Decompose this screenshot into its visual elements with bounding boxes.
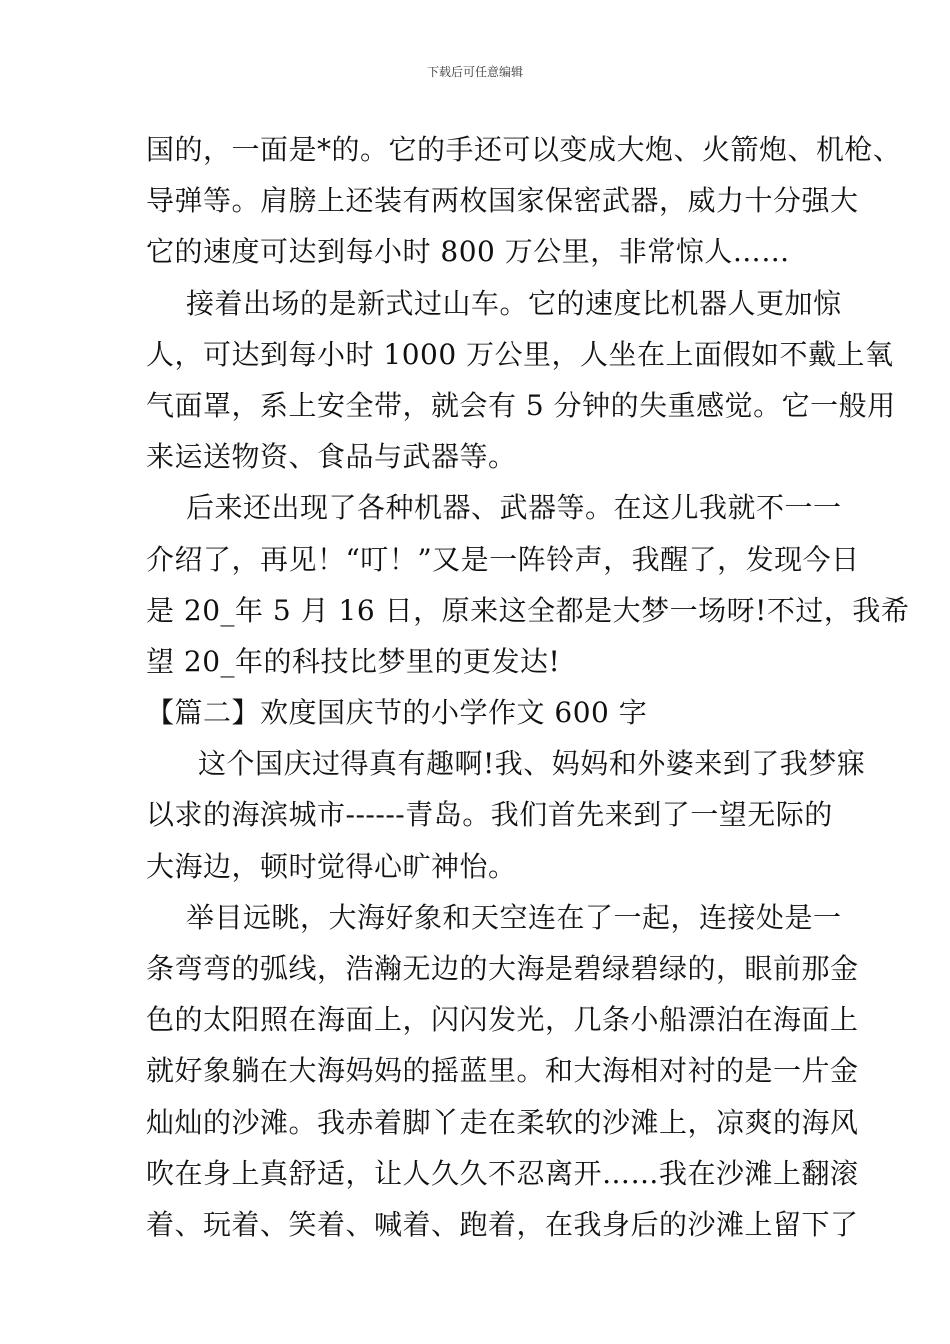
paragraph-start-line: 这个国庆过得真有趣啊!我、妈妈和外婆来到了我梦寐: [198, 747, 866, 781]
text-line: 国的，一面是*的。它的手还可以变成大炮、火箭炮、机枪、: [146, 133, 902, 166]
text-line: 色的太阳照在海面上，闪闪发光，几条小船漂泊在海面上: [146, 1003, 859, 1037]
page-header: 下载后可任意编辑: [426, 65, 523, 79]
section-heading: 【篇二】欢度国庆节的小学作文 600 字: [146, 696, 648, 730]
text-line: 导弹等。肩膀上还装有两枚国家保密武器，威力十分强大: [146, 184, 859, 218]
text-line: 它的速度可达到每小时 800 万公里，非常惊人……: [146, 235, 790, 269]
text-line: 介绍了，再见！“叮！”又是一阵铃声，我醒了，发现今日: [146, 542, 860, 576]
text-line: 气面罩，系上安全带，就会有 5 分钟的失重感觉。它一般用: [146, 388, 896, 422]
text-line: 着、玩着、笑着、喊着、跑着，在我身后的沙滩上留下了: [146, 1207, 859, 1241]
text-line: 就好象躺在大海妈妈的摇蓝里。和大海相对衬的是一片金: [146, 1054, 859, 1088]
text-line: 以求的海滨城市------青岛。我们首先来到了一望无际的: [146, 798, 833, 832]
text-line: 是 20_年 5 月 16 日，原来这全都是大梦一场呀!不过，我希: [146, 593, 910, 627]
paragraph-start-line: 举目远眺，大海好象和天空连在了一起，连接处是一: [186, 900, 842, 934]
text-line: 人，可达到每小时 1000 万公里，人坐在上面假如不戴上氧: [146, 337, 894, 371]
text-line: 吹在身上真舒适，让人久久不忍离开……我在沙滩上翻滚: [146, 1156, 859, 1190]
text-line: 望 20_年的科技比梦里的更发达!: [146, 644, 561, 678]
paragraph-start-line: 后来还出现了各种机器、武器等。在这儿我就不一一: [186, 491, 842, 525]
text-line: 灿灿的沙滩。我赤着脚丫走在柔软的沙滩上，凉爽的海风: [146, 1105, 859, 1139]
paragraph-start-line: 接着出场的是新式过山车。它的速度比机器人更加惊: [186, 286, 842, 320]
document-body: [146, 124, 910, 1250]
text-line: 大海边，顿时觉得心旷神怡。: [146, 849, 517, 883]
text-line: 来运送物资、食品与武器等。: [146, 440, 517, 474]
text-line: 条弯弯的弧线，浩瀚无边的大海是碧绿碧绿的，眼前那金: [146, 952, 859, 985]
